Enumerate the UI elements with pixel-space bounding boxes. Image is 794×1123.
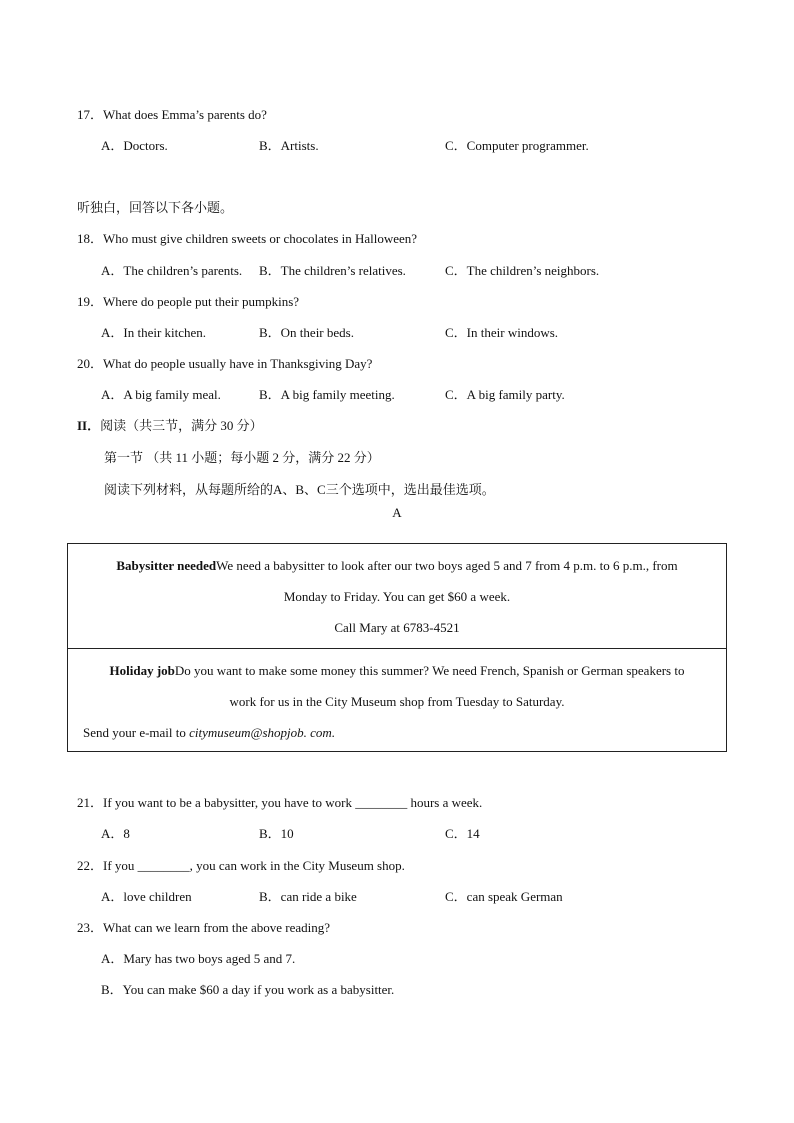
question-23: 23．What can we learn from the above reading? (77, 920, 331, 935)
q18-option-a: A．The children’s parents. (101, 263, 243, 278)
q21-option-c: C．14 (445, 826, 480, 841)
question-22: 22．If you ________, you can work in the City Museum shop. (77, 858, 405, 873)
ads-box (67, 543, 727, 752)
listening-instruction: 听独白，回答以下各小题。 (77, 200, 234, 215)
ad2-line3 (83, 725, 335, 741)
q19-option-b: B．On their beds. (259, 325, 354, 340)
ad1-text1: We need a babysitter to look after our two boys aged 5 and 7 from 4 p.m. to 6 p.m., from (216, 558, 678, 573)
q19-option-c: C．In their windows. (445, 325, 559, 340)
q21-option-b: B．10 (259, 826, 294, 841)
question-17: 17．What does Emma’s parents do? (77, 107, 267, 122)
ad-babysitter (68, 544, 726, 649)
passage-label: A (392, 505, 402, 520)
q22-option-b: B．can ride a bike (259, 889, 357, 904)
q17-option-b: B．Artists. (259, 138, 319, 153)
ad2-line1 (68, 663, 726, 679)
part2-heading-text: 阅读（共三节，满分 30 分） (100, 418, 263, 433)
ad1-line1 (68, 558, 726, 574)
q23-option-a: A．Mary has two boys aged 5 and 7. (101, 951, 296, 966)
question-20: 20．What do people usually have in Thanksgiving Day? (77, 356, 373, 371)
q19-option-a: A．In their kitchen. (101, 325, 207, 340)
ad1-line2: Monday to Friday. You can get $60 a week. (283, 589, 511, 604)
ad1-title: Babysitter needed (116, 558, 217, 573)
ad2-email-prefix: Send your e-mail to (83, 725, 190, 740)
q20-option-c: C．A big family party. (445, 387, 565, 402)
part2-heading-num: II． (77, 418, 101, 433)
q18-option-c: C．The children’s neighbors. (445, 263, 600, 278)
q17-option-a: A．Doctors. (101, 138, 168, 153)
part2-sub-heading: 第一节 （共 11 小题；每小题 2 分，满分 22 分） (104, 450, 380, 465)
question-19: 19．Where do people put their pumpkins? (77, 294, 300, 309)
ad2-text1: Do you want to make some money this summer? We need French, Spanish or German speakers to (174, 663, 685, 678)
q23-option-b: B．You can make $60 a day if you work as a babysitter. (101, 982, 395, 997)
q21-option-a: A．8 (101, 826, 130, 841)
ad2-email: citymuseum@shopjob. com. (189, 725, 336, 740)
question-21: 21．If you want to be a babysitter, you have to work ________ hours a week. (77, 795, 483, 810)
ad1-line3: Call Mary at 6783-4521 (334, 620, 460, 635)
q22-option-c: C．can speak German (445, 889, 563, 904)
part2-instruction: 阅读下列材料，从每题所给的A、B、C三个选项中，选出最佳选项。 (104, 482, 495, 497)
q17-option-c: C．Computer programmer. (445, 138, 589, 153)
ad-holiday-job (68, 649, 726, 753)
q20-option-b: B．A big family meeting. (259, 387, 395, 402)
ad2-line2: work for us in the City Museum shop from Tuesday to Saturday. (229, 694, 565, 709)
q18-option-b: B．The children’s relatives. (259, 263, 406, 278)
q20-option-a: A．A big family meal. (101, 387, 221, 402)
q22-option-a: A．love children (101, 889, 192, 904)
question-18: 18．Who must give children sweets or chocolates in Halloween? (77, 231, 418, 246)
ad2-title: Holiday job (109, 663, 175, 678)
part2-heading (77, 415, 263, 434)
